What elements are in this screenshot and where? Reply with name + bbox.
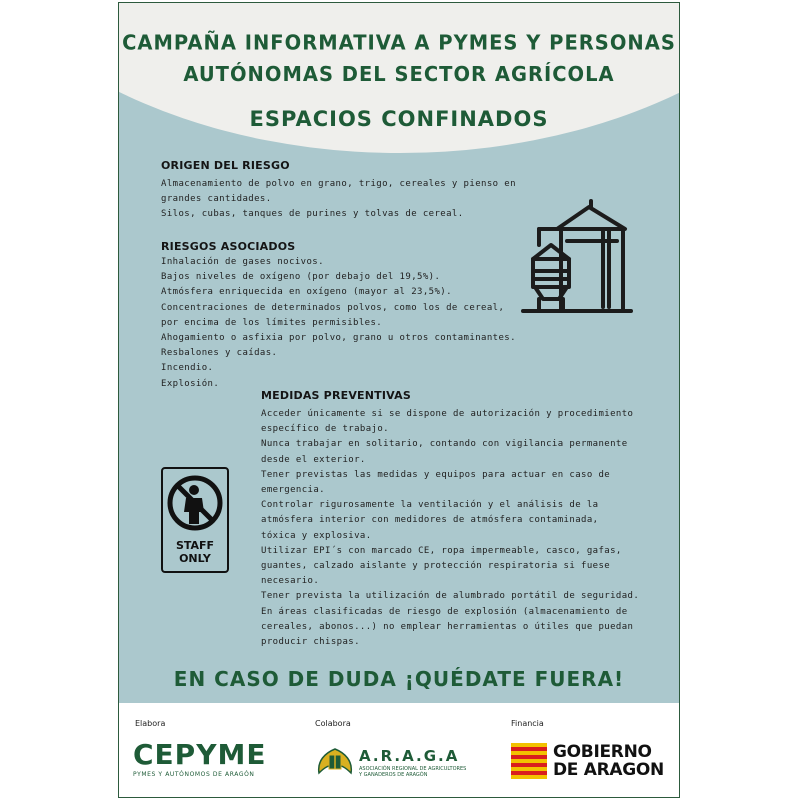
- riesgos-heading: RIESGOS ASOCIADOS: [161, 240, 296, 253]
- sponsors-footer: [119, 703, 679, 798]
- sign-text-staff: STAFF: [175, 539, 215, 552]
- colabora-label: Colabora: [315, 719, 351, 728]
- araga-subtitle-2: Y GANADEROS DE ARAGÓN: [359, 772, 428, 778]
- medida-line: específico de trabajo.: [261, 424, 390, 435]
- financia-label: Financia: [511, 719, 544, 728]
- medida-line: tóxica y explosiva.: [261, 530, 372, 541]
- riesgo-line: Inhalación de gases nocivos.: [161, 257, 324, 267]
- riesgo-line: Explosión.: [161, 378, 220, 389]
- araga-subtitle-1: ASOCIACIÓN REGIONAL DE AGRICULTORES: [359, 766, 467, 772]
- subtitle: ESPACIOS CONFINADOS: [249, 107, 549, 131]
- araga-emblem-icon: [315, 747, 355, 777]
- medida-line: Utilizar EPI´s con marcado CE, ropa impermeable, casco, gafas,: [261, 545, 622, 556]
- cepyme-subtitle: PYMES Y AUTÓNOMOS DE ARAGÓN: [133, 771, 255, 778]
- campaign-title: [119, 28, 679, 91]
- medida-line: Controlar rigurosamente la ventilación y el análisis de la: [261, 500, 599, 511]
- elabora-label: Elabora: [135, 719, 166, 728]
- no-entry-person-icon: [166, 474, 224, 532]
- araga-name: A.R.A.G.A: [359, 747, 460, 765]
- gobierno-line-1: GOBIERNO: [553, 742, 652, 762]
- riesgo-line: Concentraciones de determinados polvos, como los de cereal,: [161, 302, 505, 313]
- medida-line: Acceder únicamente si se dispone de autorización y procedimiento: [261, 409, 634, 419]
- medida-line: guantes, calzado aislante y protección respiratoria si fuese: [261, 561, 611, 572]
- medida-line: Tener prevista la utilización de alumbrado portátil de seguridad.: [261, 591, 640, 602]
- riesgo-line: Incendio.: [161, 363, 214, 374]
- poster: [118, 2, 680, 798]
- medidas-heading: MEDIDAS PREVENTIVAS: [261, 389, 411, 402]
- origen-list: [161, 177, 516, 223]
- medida-line: necesario.: [261, 576, 320, 587]
- origen-line: Silos, cubas, tanques de purines y tolvas de cereal.: [161, 209, 464, 220]
- origen-line: Almacenamiento de polvo en grano, trigo, cereales y pienso en: [161, 179, 516, 189]
- medida-line: atmósfera interior con medidores de atmósfera contaminada,: [261, 515, 599, 526]
- closing-message: EN CASO DE DUDA ¡QUÉDATE FUERA!: [173, 667, 625, 691]
- medida-line: cereales, abonos...) no emplear herramientas o útiles que puedan: [261, 621, 634, 632]
- staff-only-sign: [161, 467, 229, 573]
- title-line-2: AUTÓNOMAS DEL SECTOR AGRÍCOLA: [183, 62, 615, 87]
- medida-line: Nunca trabajar en solitario, contando con vigilancia permanente: [261, 439, 628, 450]
- silo-icon: [521, 199, 633, 315]
- medidas-list: [261, 407, 639, 650]
- title-line-1: CAMPAÑA INFORMATIVA A PYMES Y PERSONAS: [122, 30, 676, 55]
- gobierno-line-2: DE ARAGON: [553, 760, 664, 780]
- sign-text-only: ONLY: [179, 552, 211, 565]
- origen-line: grandes cantidades.: [161, 194, 272, 205]
- medida-line: En áreas clasificadas de riesgo de explosión (almacenamiento de: [261, 606, 628, 617]
- riesgo-line: Bajos niveles de oxígeno (por debajo del 19,5%).: [161, 272, 441, 283]
- riesgo-line: por encima de los límites permisibles.: [161, 317, 383, 328]
- aragon-flag-icon: [511, 743, 547, 779]
- riesgo-line: Atmósfera enriquecida en oxígeno (mayor al 23,5%).: [161, 287, 452, 298]
- riesgo-line: Ahogamiento o asfixia por polvo, grano u otros contaminantes.: [161, 333, 516, 344]
- medida-line: emergencia.: [261, 485, 326, 496]
- riesgos-list: [161, 255, 516, 392]
- medida-line: Tener previstas las medidas y equipos para actuar en caso de: [261, 469, 611, 480]
- origen-heading: ORIGEN DEL RIESGO: [161, 159, 290, 172]
- medida-line: desde el exterior.: [261, 454, 366, 465]
- cepyme-logo: [133, 738, 283, 778]
- medida-line: producir chispas.: [261, 637, 360, 648]
- riesgo-line: Resbalones y caídas.: [161, 348, 278, 359]
- cepyme-name: CEPYME: [133, 738, 267, 771]
